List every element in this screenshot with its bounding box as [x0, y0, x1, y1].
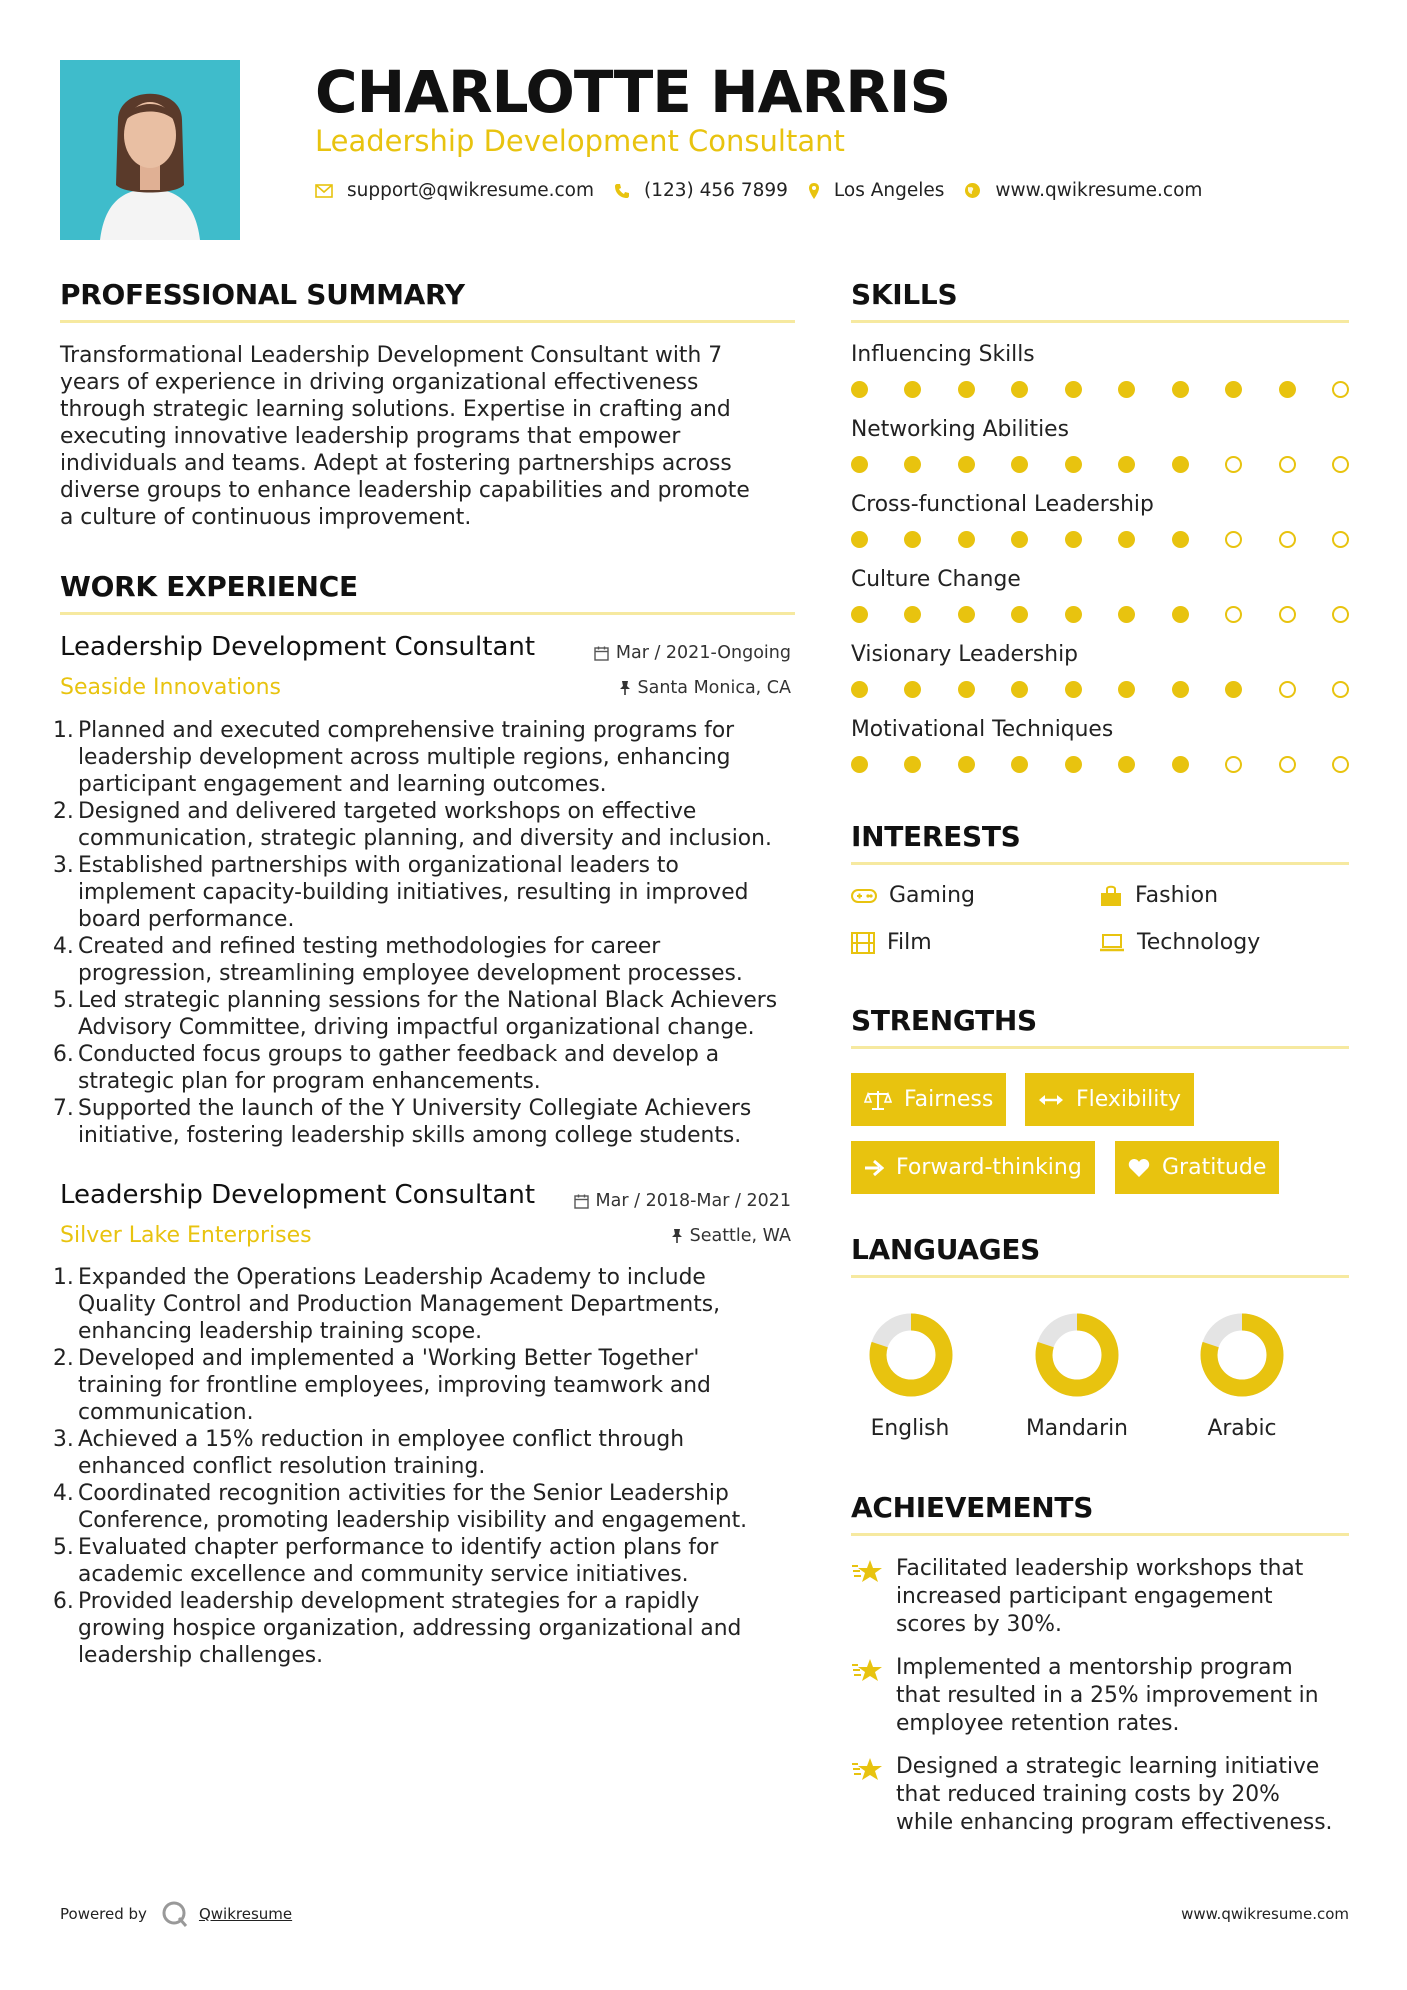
contact-email[interactable]: [315, 180, 594, 201]
website-text: www.qwikresume.com: [995, 180, 1203, 201]
map-pin-icon: [808, 182, 820, 200]
achievements-divider: [851, 1533, 1349, 1536]
rating-dot-filled: [1172, 456, 1189, 473]
shopping-bag-icon: [1099, 885, 1123, 907]
languages-divider: [851, 1275, 1349, 1278]
language-label: Arabic: [1207, 1416, 1277, 1441]
job-location-text: Seattle, WA: [689, 1226, 791, 1246]
achievement-item: [851, 1654, 1351, 1738]
list-item: 6. Provided leadership development strategies for a rapidly growing hospice organization, addressing organizational and leadership challenges.: [53, 1589, 742, 1668]
contact-bar: [315, 180, 1222, 201]
summary-heading: PROFESSIONAL SUMMARY: [60, 278, 465, 311]
skill-rating: [851, 681, 1349, 701]
interests-divider: [851, 862, 1349, 865]
rating-dot-filled: [1172, 756, 1189, 773]
rating-dot-filled: [1118, 531, 1135, 548]
interest-label: Fashion: [1135, 883, 1219, 908]
film-icon: [851, 932, 875, 954]
rating-dot-filled: [1118, 381, 1135, 398]
language-rings: [851, 1305, 1349, 1405]
rating-dot-filled: [904, 381, 921, 398]
skill-name: Networking Abilities: [851, 417, 1069, 442]
rating-dot-filled: [1011, 606, 1028, 623]
gamepad-icon: [851, 888, 877, 904]
summary-line: executing innovative leadership programs that empower: [60, 424, 681, 449]
achievement-item: [851, 1753, 1351, 1837]
calendar-icon: [574, 1194, 589, 1209]
rating-dot-filled: [1065, 456, 1082, 473]
rating-dot-filled: [958, 531, 975, 548]
rating-dot-filled: [1011, 381, 1028, 398]
achievement-text: Facilitated leadership workshops that: [896, 1556, 1304, 1581]
rating-dot-empty: [1332, 756, 1349, 773]
job-date: [594, 643, 791, 663]
rating-dot-filled: [1225, 681, 1242, 698]
candidate-title: Leadership Development Consultant: [315, 124, 845, 158]
language-label: English: [870, 1416, 950, 1441]
skill-name: Influencing Skills: [851, 342, 1035, 367]
rating-dot-filled: [1065, 531, 1082, 548]
summary-divider: [60, 320, 795, 323]
heart-icon: [1128, 1158, 1150, 1178]
skills-heading: SKILLS: [851, 278, 958, 311]
footer-url[interactable]: www.qwikresume.com: [1181, 1905, 1349, 1923]
interest-label: Film: [887, 930, 932, 955]
list-item: 5. Evaluated chapter performance to identify action plans for academic excellence and community service initiatives.: [53, 1535, 719, 1587]
achievement-item: [851, 1555, 1351, 1639]
laptop-icon: [1099, 933, 1125, 953]
arrows-horizontal-icon: [1038, 1093, 1064, 1107]
interest-item: [1099, 883, 1218, 908]
rating-dot-filled: [851, 681, 868, 698]
rating-dot-filled: [1172, 606, 1189, 623]
job-title: Leadership Development Consultant: [60, 632, 536, 662]
candidate-name: CHARLOTTE HARRIS: [315, 58, 951, 126]
phone-icon: [614, 183, 630, 199]
job-duties: [53, 1264, 803, 1669]
list-item: 1. Planned and executed comprehensive training programs for leadership development across multiple regions, enhancing participant engagement and learning outcomes.: [53, 718, 735, 797]
rating-dot-filled: [904, 606, 921, 623]
rating-dot-empty: [1279, 456, 1296, 473]
summary-line: a culture of continuous improvement.: [60, 505, 472, 530]
skill-name: Visionary Leadership: [851, 642, 1078, 667]
rating-dot-filled: [904, 756, 921, 773]
contact-website[interactable]: [964, 180, 1202, 201]
rating-dot-filled: [1118, 756, 1135, 773]
rating-dot-empty: [1225, 606, 1242, 623]
skill-name: Cross-functional Leadership: [851, 492, 1154, 517]
rating-dot-empty: [1279, 606, 1296, 623]
strength-label: Fairness: [904, 1087, 994, 1112]
strength-tag: [851, 1073, 1006, 1126]
rating-dot-filled: [1118, 606, 1135, 623]
rating-dot-filled: [1065, 756, 1082, 773]
job-date-text: Mar / 2018-Mar / 2021: [595, 1191, 791, 1211]
brand-link[interactable]: Qwikresume: [198, 1905, 293, 1923]
star-award-icon: [851, 1555, 896, 1639]
strengths-divider: [851, 1046, 1349, 1049]
interest-label: Technology: [1137, 930, 1261, 955]
rating-dot-filled: [851, 381, 868, 398]
contact-location: [808, 180, 945, 201]
rating-dot-empty: [1332, 681, 1349, 698]
avatar-illustration: [60, 60, 240, 240]
rating-dot-empty: [1225, 456, 1242, 473]
list-item: 3. Established partnerships with organizational leaders to implement capacity-building initiatives, resulting in improved board performance.: [53, 853, 749, 932]
rating-dot-empty: [1332, 531, 1349, 548]
rating-dot-filled: [1011, 681, 1028, 698]
rating-dot-filled: [1118, 456, 1135, 473]
rating-dot-filled: [851, 456, 868, 473]
language-label: Mandarin: [1025, 1416, 1128, 1441]
achievement-text: increased participant engagement: [896, 1584, 1273, 1609]
rating-dot-filled: [1279, 381, 1296, 398]
rating-dot-empty: [1225, 531, 1242, 548]
job-location: [671, 1226, 791, 1246]
job-location-text: Santa Monica, CA: [637, 678, 791, 698]
summary-line: years of experience in driving organizational effectiveness: [60, 370, 699, 395]
strength-label: Flexibility: [1076, 1087, 1181, 1112]
rating-dot-filled: [958, 381, 975, 398]
experience-heading: WORK EXPERIENCE: [60, 570, 358, 603]
strength-tag: [1025, 1073, 1194, 1126]
rating-dot-filled: [1172, 531, 1189, 548]
summary-line: individuals and teams. Adept at fostering partnerships across: [60, 451, 732, 476]
skill-rating: [851, 531, 1349, 551]
achievement-text: while enhancing program effectiveness.: [896, 1810, 1333, 1835]
rating-dot-filled: [1065, 381, 1082, 398]
rating-dot-empty: [1332, 456, 1349, 473]
rating-dot-empty: [1332, 606, 1349, 623]
job-date-text: Mar / 2021-Ongoing: [615, 643, 791, 663]
strengths-heading: STRENGTHS: [851, 1004, 1037, 1037]
list-item: 1. Expanded the Operations Leadership Academy to include Quality Control and Production Management Departments, enhancing leadership training scope.: [53, 1265, 721, 1344]
balance-scale-icon: [864, 1089, 892, 1111]
interest-label: Gaming: [889, 883, 975, 908]
rating-dot-filled: [1065, 606, 1082, 623]
list-item: 4. Created and refined testing methodologies for career progression, streamlining employee development processes.: [53, 934, 743, 986]
list-item: 5. Led strategic planning sessions for the National Black Achievers Advisory Committee, driving impactful organizational change.: [53, 988, 778, 1040]
footer-powered-by: [60, 1900, 292, 1928]
rating-dot-filled: [851, 756, 868, 773]
company-name: Seaside Innovations: [60, 675, 281, 700]
interests-heading: INTERESTS: [851, 820, 1021, 853]
achievement-text: employee retention rates.: [896, 1711, 1180, 1736]
job-duties: [53, 717, 803, 1149]
skill-rating: [851, 456, 1349, 476]
summary-line: diverse groups to enhance leadership capabilities and promote: [60, 478, 750, 503]
interest-item: [851, 930, 932, 955]
strength-tag: [1115, 1141, 1279, 1194]
skill-rating: [851, 756, 1349, 776]
rating-dot-empty: [1279, 756, 1296, 773]
list-item: 4. Coordinated recognition activities for the Senior Leadership Conference, promoting leadership visibility and engagement.: [53, 1481, 748, 1533]
rating-dot-filled: [1118, 681, 1135, 698]
pushpin-icon: [619, 680, 631, 696]
achievement-text: scores by 30%.: [896, 1612, 1062, 1637]
phone-text: (123) 456 7899: [644, 180, 788, 201]
email-text: support@qwikresume.com: [347, 180, 594, 201]
pushpin-icon: [671, 1228, 683, 1244]
star-award-icon: [851, 1753, 896, 1837]
job-title: Leadership Development Consultant: [60, 1180, 536, 1210]
rating-dot-filled: [1225, 381, 1242, 398]
rating-dot-filled: [958, 606, 975, 623]
rating-dot-filled: [1172, 381, 1189, 398]
list-item: 3. Achieved a 15% reduction in employee conflict through enhanced conflict resolution training.: [53, 1427, 685, 1479]
achievement-text: Implemented a mentorship program: [896, 1655, 1293, 1680]
skill-rating: [851, 606, 1349, 626]
list-item: 2. Designed and delivered targeted workshops on effective communication, strategic planning, and diversity and inclusion.: [53, 799, 772, 851]
achievement-text: that reduced training costs by 20%: [896, 1782, 1280, 1807]
rating-dot-empty: [1332, 381, 1349, 398]
job-location: [619, 678, 792, 698]
powered-by-text: Powered by: [60, 1905, 147, 1923]
skill-rating: [851, 381, 1349, 401]
rating-dot-filled: [958, 681, 975, 698]
summary-line: Transformational Leadership Development Consultant with 7: [60, 343, 723, 368]
achievement-text: Designed a strategic learning initiative: [896, 1754, 1320, 1779]
rating-dot-filled: [904, 681, 921, 698]
experience-divider: [60, 612, 795, 615]
star-award-icon: [851, 1654, 896, 1738]
list-item: 7. Supported the launch of the Y University Collegiate Achievers initiative, fostering leadership skills among college students.: [53, 1096, 752, 1148]
company-name: Silver Lake Enterprises: [60, 1223, 312, 1248]
rating-dot-empty: [1279, 681, 1296, 698]
profile-photo: [60, 60, 240, 240]
calendar-icon: [594, 646, 609, 661]
envelope-icon: [315, 184, 333, 198]
rating-dot-filled: [958, 756, 975, 773]
contact-phone[interactable]: [614, 180, 788, 201]
location-text: Los Angeles: [833, 180, 945, 201]
qwikresume-logo-icon: [161, 1900, 189, 1928]
strength-tag: [851, 1141, 1095, 1194]
achievements-heading: ACHIEVEMENTS: [851, 1491, 1094, 1524]
rating-dot-filled: [1011, 756, 1028, 773]
summary-text: [60, 342, 795, 531]
rating-dot-filled: [1011, 531, 1028, 548]
rating-dot-filled: [1172, 681, 1189, 698]
rating-dot-filled: [904, 531, 921, 548]
rating-dot-empty: [1225, 756, 1242, 773]
list-item: 6. Conducted focus groups to gather feedback and develop a strategic plan for program enhancements.: [53, 1042, 720, 1094]
languages-heading: LANGUAGES: [851, 1233, 1041, 1266]
rating-dot-filled: [904, 456, 921, 473]
rating-dot-filled: [1065, 681, 1082, 698]
rating-dot-filled: [851, 606, 868, 623]
job-date: [574, 1191, 791, 1211]
globe-icon: [964, 182, 981, 199]
summary-line: through strategic learning solutions. Expertise in crafting and: [60, 397, 731, 422]
list-item: 2. Developed and implemented a 'Working Better Together' training for frontline employees, improving teamwork and communication.: [53, 1346, 711, 1425]
achievement-text: that resulted in a 25% improvement in: [896, 1683, 1319, 1708]
skill-name: Culture Change: [851, 567, 1021, 592]
rating-dot-filled: [1011, 456, 1028, 473]
rating-dot-filled: [851, 531, 868, 548]
rating-dot-filled: [958, 456, 975, 473]
interest-item: [851, 883, 975, 908]
arrow-right-icon: [864, 1159, 884, 1177]
skills-divider: [851, 320, 1349, 323]
rating-dot-empty: [1279, 531, 1296, 548]
strength-label: Gratitude: [1162, 1155, 1267, 1180]
interest-item: [1099, 930, 1260, 955]
skill-name: Motivational Techniques: [851, 717, 1114, 742]
strength-label: Forward-thinking: [896, 1155, 1082, 1180]
